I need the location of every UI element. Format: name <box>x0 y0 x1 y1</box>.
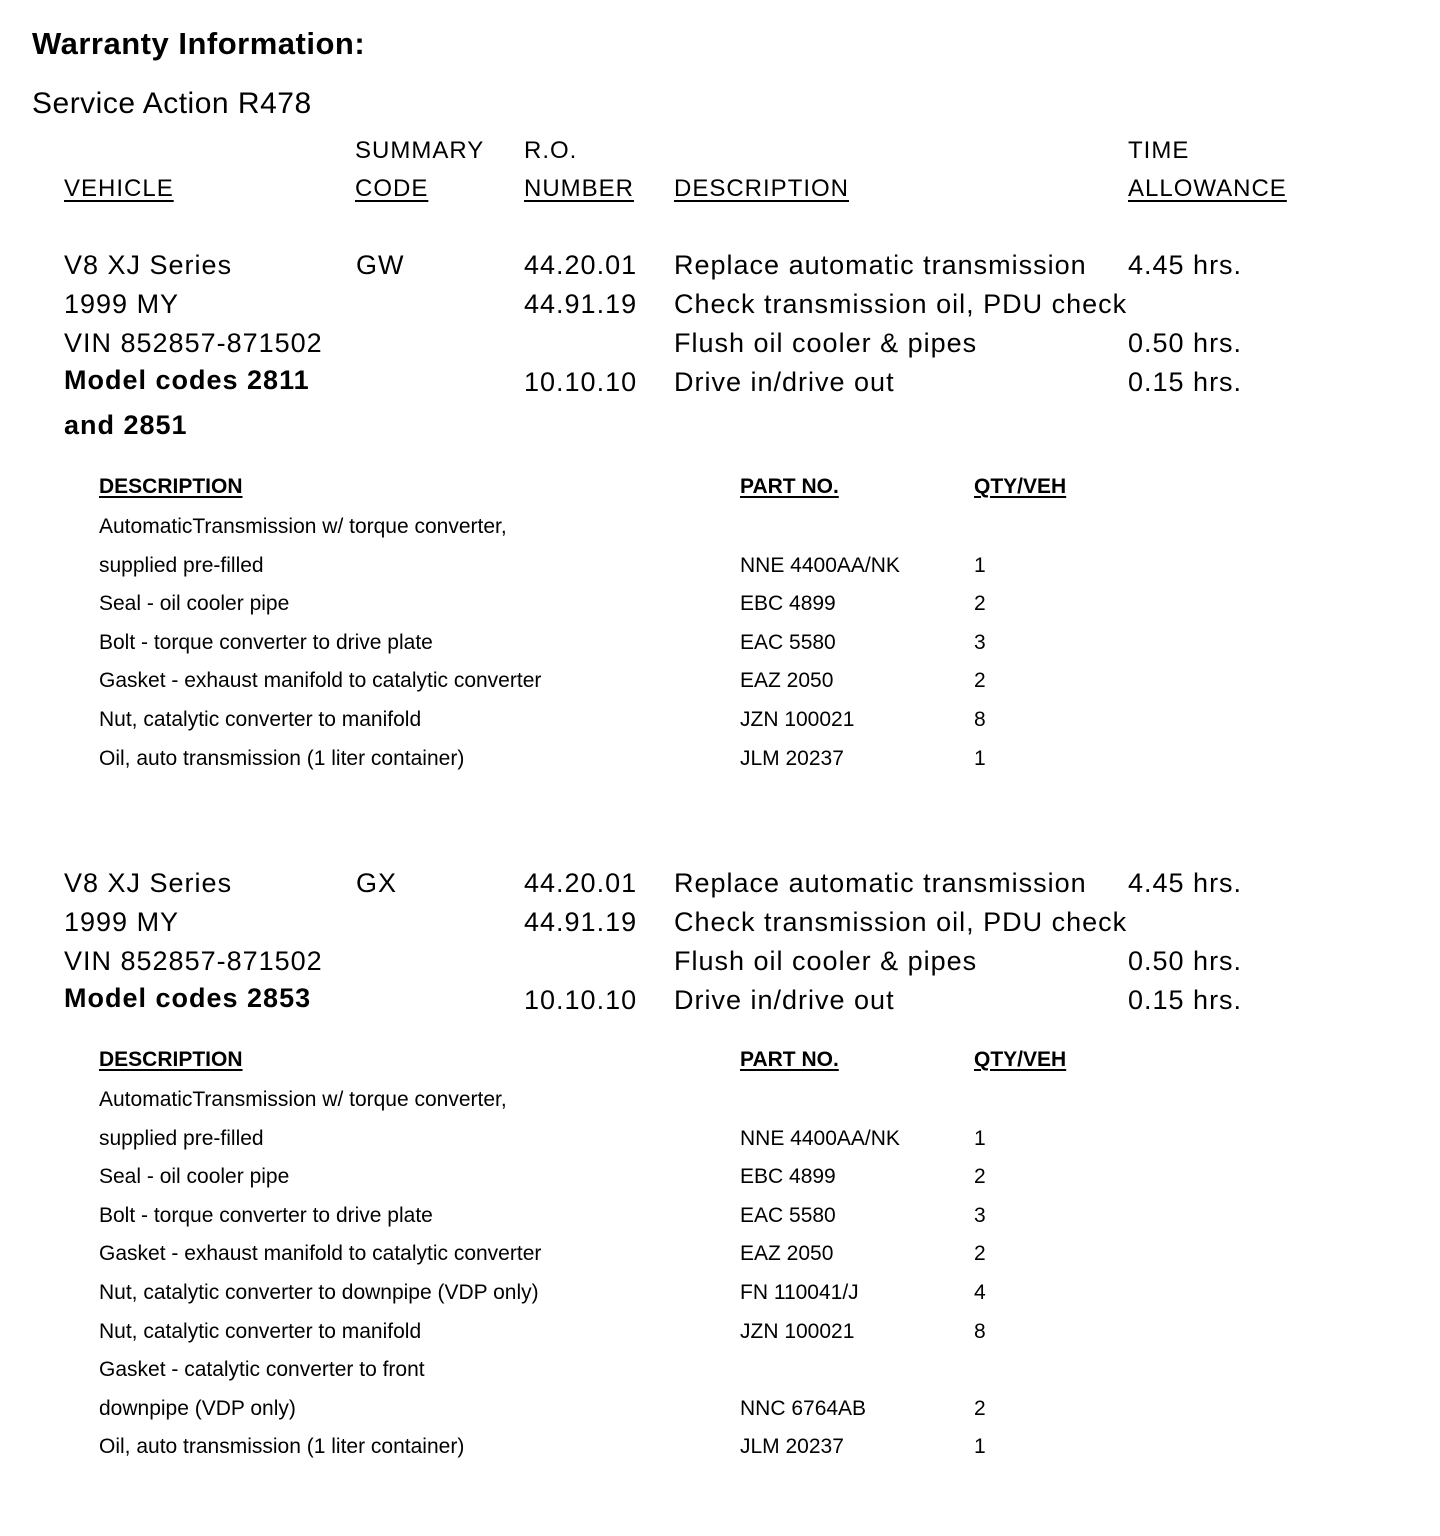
part-description: Seal - oil cooler pipe <box>99 592 290 616</box>
part-number: JLM 20237 <box>740 746 844 770</box>
part-quantity: 2 <box>974 669 986 693</box>
parts-header-description: DESCRIPTION <box>99 475 243 498</box>
model-codes-line: Model codes 2853 <box>64 983 312 1013</box>
parts-header-qty: QTY/VEH <box>974 475 1067 498</box>
col-time-bottom: ALLOWANCE <box>1128 175 1287 202</box>
parts-header-part-no: PART NO. <box>740 1048 839 1071</box>
vehicle-line: 1999 MY <box>64 907 180 937</box>
part-quantity: 4 <box>974 1281 986 1304</box>
col-description: DESCRIPTION <box>674 175 850 202</box>
part-quantity: 2 <box>974 592 986 616</box>
operation-description: Flush oil cooler & pipes <box>674 328 978 358</box>
part-number: JZN 100021 <box>740 708 855 731</box>
part-description: downpipe (VDP only) <box>99 1396 296 1420</box>
part-quantity: 1 <box>974 553 986 577</box>
part-number: NNE 4400AA/NK <box>740 553 900 577</box>
part-description: Nut, catalytic converter to manifold <box>99 708 422 731</box>
operation-description: Replace automatic transmission <box>674 868 1087 898</box>
part-number: EBC 4899 <box>740 592 836 616</box>
part-number: EAC 5580 <box>740 630 836 654</box>
part-number: EAC 5580 <box>740 1203 836 1227</box>
col-summary-top: SUMMARY <box>355 137 485 164</box>
part-number: EAZ 2050 <box>740 1242 834 1266</box>
summary-code: GX <box>356 868 398 898</box>
part-quantity: 3 <box>974 630 986 654</box>
part-description: Seal - oil cooler pipe <box>99 1165 290 1189</box>
operation-description: Check transmission oil, PDU check <box>674 289 1128 319</box>
vehicle-line: VIN 852857-871502 <box>64 946 323 976</box>
part-quantity: 2 <box>974 1165 986 1189</box>
part-quantity: 1 <box>974 1126 986 1150</box>
ro-number: 10.10.10 <box>524 985 638 1015</box>
part-description: AutomaticTransmission w/ torque converter, <box>99 1088 507 1111</box>
time-allowance: 0.50 hrs. <box>1128 328 1243 358</box>
vehicle-line: 1999 MY <box>64 289 180 319</box>
ro-number: 44.91.19 <box>524 907 638 937</box>
page-subtitle: Service Action R478 <box>32 87 312 120</box>
col-time-top: TIME <box>1128 137 1190 164</box>
operation-description: Flush oil cooler & pipes <box>674 946 978 976</box>
vehicle-line: VIN 852857-871502 <box>64 328 323 358</box>
ro-number: 10.10.10 <box>524 367 638 397</box>
part-description: Bolt - torque converter to drive plate <box>99 1203 433 1227</box>
time-allowance: 4.45 hrs. <box>1128 868 1243 898</box>
col-ro-bottom: NUMBER <box>524 175 635 202</box>
vehicle-line: V8 XJ Series <box>64 250 233 280</box>
col-summary-bottom: CODE <box>355 175 429 202</box>
summary-code: GW <box>356 250 405 280</box>
part-description: Gasket - exhaust manifold to catalytic converter <box>99 669 542 693</box>
part-number: EAZ 2050 <box>740 669 834 693</box>
parts-header-part-no: PART NO. <box>740 475 839 498</box>
page-title: Warranty Information: <box>32 26 366 61</box>
col-vehicle: VEHICLE <box>64 175 174 202</box>
part-number: FN 110041/J <box>740 1281 859 1304</box>
ro-number: 44.91.19 <box>524 289 638 319</box>
part-quantity: 2 <box>974 1242 986 1266</box>
part-quantity: 1 <box>974 746 986 770</box>
time-allowance: 0.15 hrs. <box>1128 985 1243 1015</box>
time-allowance: 4.45 hrs. <box>1128 250 1243 280</box>
part-quantity: 8 <box>974 1319 986 1343</box>
ro-number: 44.20.01 <box>524 868 638 898</box>
ro-number: 44.20.01 <box>524 250 638 280</box>
part-description: Nut, catalytic converter to manifold <box>99 1319 422 1343</box>
parts-header-qty: QTY/VEH <box>974 1048 1067 1071</box>
part-description: supplied pre-filled <box>99 553 264 577</box>
part-number: JZN 100021 <box>740 1319 855 1343</box>
operation-description: Replace automatic transmission <box>674 250 1087 280</box>
part-description: AutomaticTransmission w/ torque converter, <box>99 515 507 538</box>
model-codes-line: and 2851 <box>64 410 188 440</box>
model-codes-line: Model codes 2811 <box>64 365 310 395</box>
part-quantity: 1 <box>974 1435 986 1459</box>
part-quantity: 8 <box>974 708 986 731</box>
col-ro-top: R.O. <box>524 137 578 164</box>
part-description: supplied pre-filled <box>99 1126 264 1150</box>
vehicle-line: V8 XJ Series <box>64 868 233 898</box>
part-quantity: 2 <box>974 1396 986 1420</box>
part-description: Gasket - exhaust manifold to catalytic converter <box>99 1242 542 1266</box>
part-quantity: 3 <box>974 1203 986 1227</box>
part-description: Oil, auto transmission (1 liter container) <box>99 1435 465 1459</box>
part-number: NNC 6764AB <box>740 1396 867 1420</box>
parts-header-description: DESCRIPTION <box>99 1048 243 1071</box>
time-allowance: 0.15 hrs. <box>1128 367 1243 397</box>
time-allowance: 0.50 hrs. <box>1128 946 1243 976</box>
part-number: JLM 20237 <box>740 1435 844 1459</box>
operation-description: Check transmission oil, PDU check <box>674 907 1128 937</box>
part-description: Bolt - torque converter to drive plate <box>99 630 433 654</box>
part-number: EBC 4899 <box>740 1165 836 1189</box>
operation-description: Drive in/drive out <box>674 367 895 397</box>
part-description: Gasket - catalytic converter to front <box>99 1358 425 1382</box>
part-description: Nut, catalytic converter to downpipe (VDP only) <box>99 1281 539 1304</box>
operation-description: Drive in/drive out <box>674 985 895 1015</box>
part-description: Oil, auto transmission (1 liter container) <box>99 746 465 770</box>
part-number: NNE 4400AA/NK <box>740 1126 900 1150</box>
